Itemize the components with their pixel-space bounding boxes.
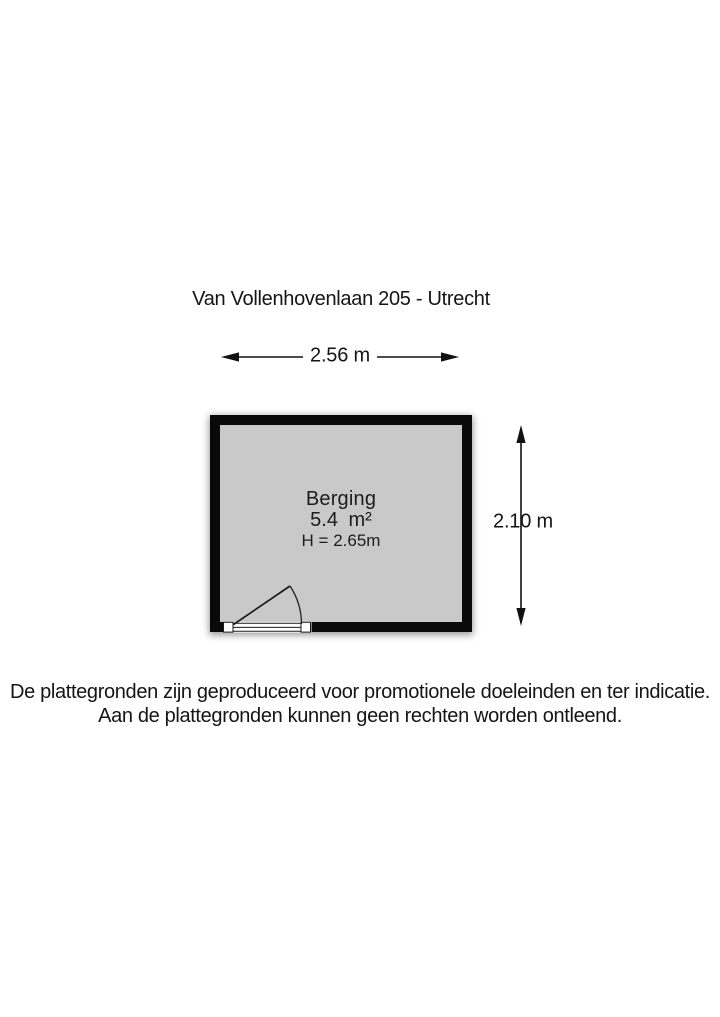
disclaimer-line-1: De plattegronden zijn geproduceerd voor promotionele doeleinden en ter indicatie. <box>10 681 710 703</box>
arrow-left-icon <box>221 352 239 361</box>
disclaimer-line-2: Aan de plattegronden kunnen geen rechten worden ontleend. <box>98 704 622 727</box>
width-dimension-label: 2.56 m <box>303 345 377 368</box>
arrow-right-icon <box>441 352 459 361</box>
disclaimer <box>0 681 720 728</box>
arrow-down-icon <box>516 608 525 626</box>
room-area: 5.4 m² <box>310 509 372 531</box>
height-dimension-label: 2.10 m <box>493 510 553 533</box>
page-title: Van Vollenhovenlaan 205 - Utrecht <box>192 288 490 310</box>
room-name: Berging <box>305 488 377 510</box>
room-label-block <box>210 489 472 551</box>
room-ceiling-height: H = 2.65m <box>301 531 381 550</box>
arrow-up-icon <box>516 425 525 443</box>
